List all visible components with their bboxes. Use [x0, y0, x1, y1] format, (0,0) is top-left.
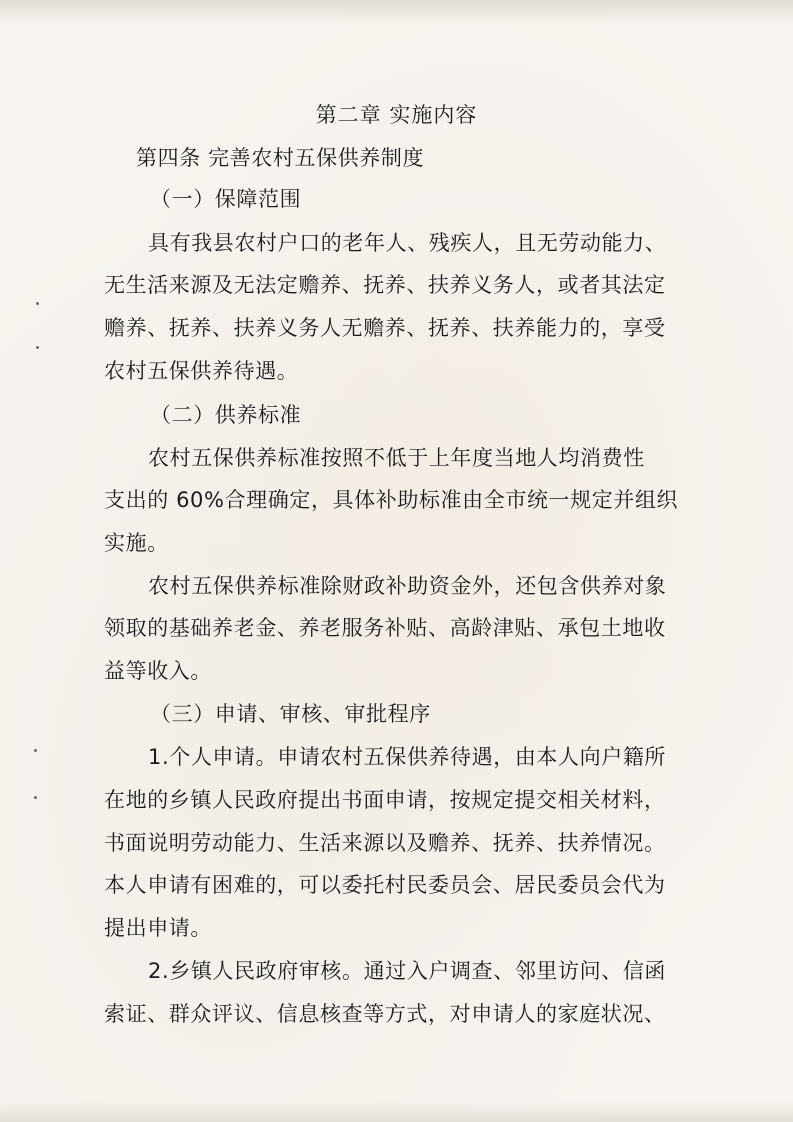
paragraph-line: 农村五保供养待遇。: [104, 359, 299, 383]
scan-speck: [36, 302, 39, 305]
paragraph-line: 书面说明劳动能力、生活来源以及赡养、抚养、扶养情况。: [104, 831, 666, 855]
section-heading-procedure: （三）申请、审核、审批程序: [150, 702, 431, 726]
paragraph-line: 农村五保供养标准除财政补助资金外，还包含供养对象: [148, 574, 667, 598]
paragraph-line: 具有我县农村户口的老年人、残疾人，且无劳动能力、: [148, 231, 667, 255]
paragraph-line: 索证、群众评议、信息核查等方式，对申请人的家庭状况、: [104, 1002, 666, 1026]
scan-edge-top: [0, 0, 793, 26]
section-heading-standard: （二）供养标准: [150, 403, 302, 427]
paragraph-line: 农村五保供养标准按照不低于上年度当地人均消费性: [148, 446, 645, 470]
scan-speck: [36, 346, 39, 349]
scan-edge-bottom: [0, 1102, 793, 1122]
paragraph-line: 支出的 60%合理确定，具体补助标准由全市统一规定并组织: [104, 488, 679, 512]
scan-speck: [34, 796, 37, 799]
paragraph-line: 本人申请有困难的，可以委托村民委员会、居民委员会代为: [104, 873, 666, 897]
paragraph-line: 提出申请。: [104, 916, 212, 940]
paragraph-line: 无生活来源及无法定赡养、抚养、扶养义务人，或者其法定: [104, 273, 666, 297]
paragraph-line: 益等收入。: [104, 659, 212, 683]
paragraph-line: 实施。: [104, 531, 169, 555]
paragraph-line: 1.个人申请。申请农村五保供养待遇，由本人向户籍所: [148, 745, 667, 769]
paragraph-line: 在地的乡镇人民政府提出书面申请，按规定提交相关材料，: [104, 788, 666, 812]
article-heading: 第四条 完善农村五保供养制度: [136, 146, 425, 170]
section-heading-scope: （一）保障范围: [150, 187, 302, 211]
paragraph-line: 赡养、抚养、扶养义务人无赡养、抚养、扶养能力的，享受: [104, 316, 666, 340]
paragraph-line: 领取的基础养老金、养老服务补贴、高龄津贴、承包土地收: [104, 616, 666, 640]
paragraph-line: 2.乡镇人民政府审核。通过入户调查、邻里访问、信函: [148, 959, 667, 983]
chapter-heading: 第二章 实施内容: [315, 103, 478, 127]
scan-speck: [34, 749, 37, 752]
